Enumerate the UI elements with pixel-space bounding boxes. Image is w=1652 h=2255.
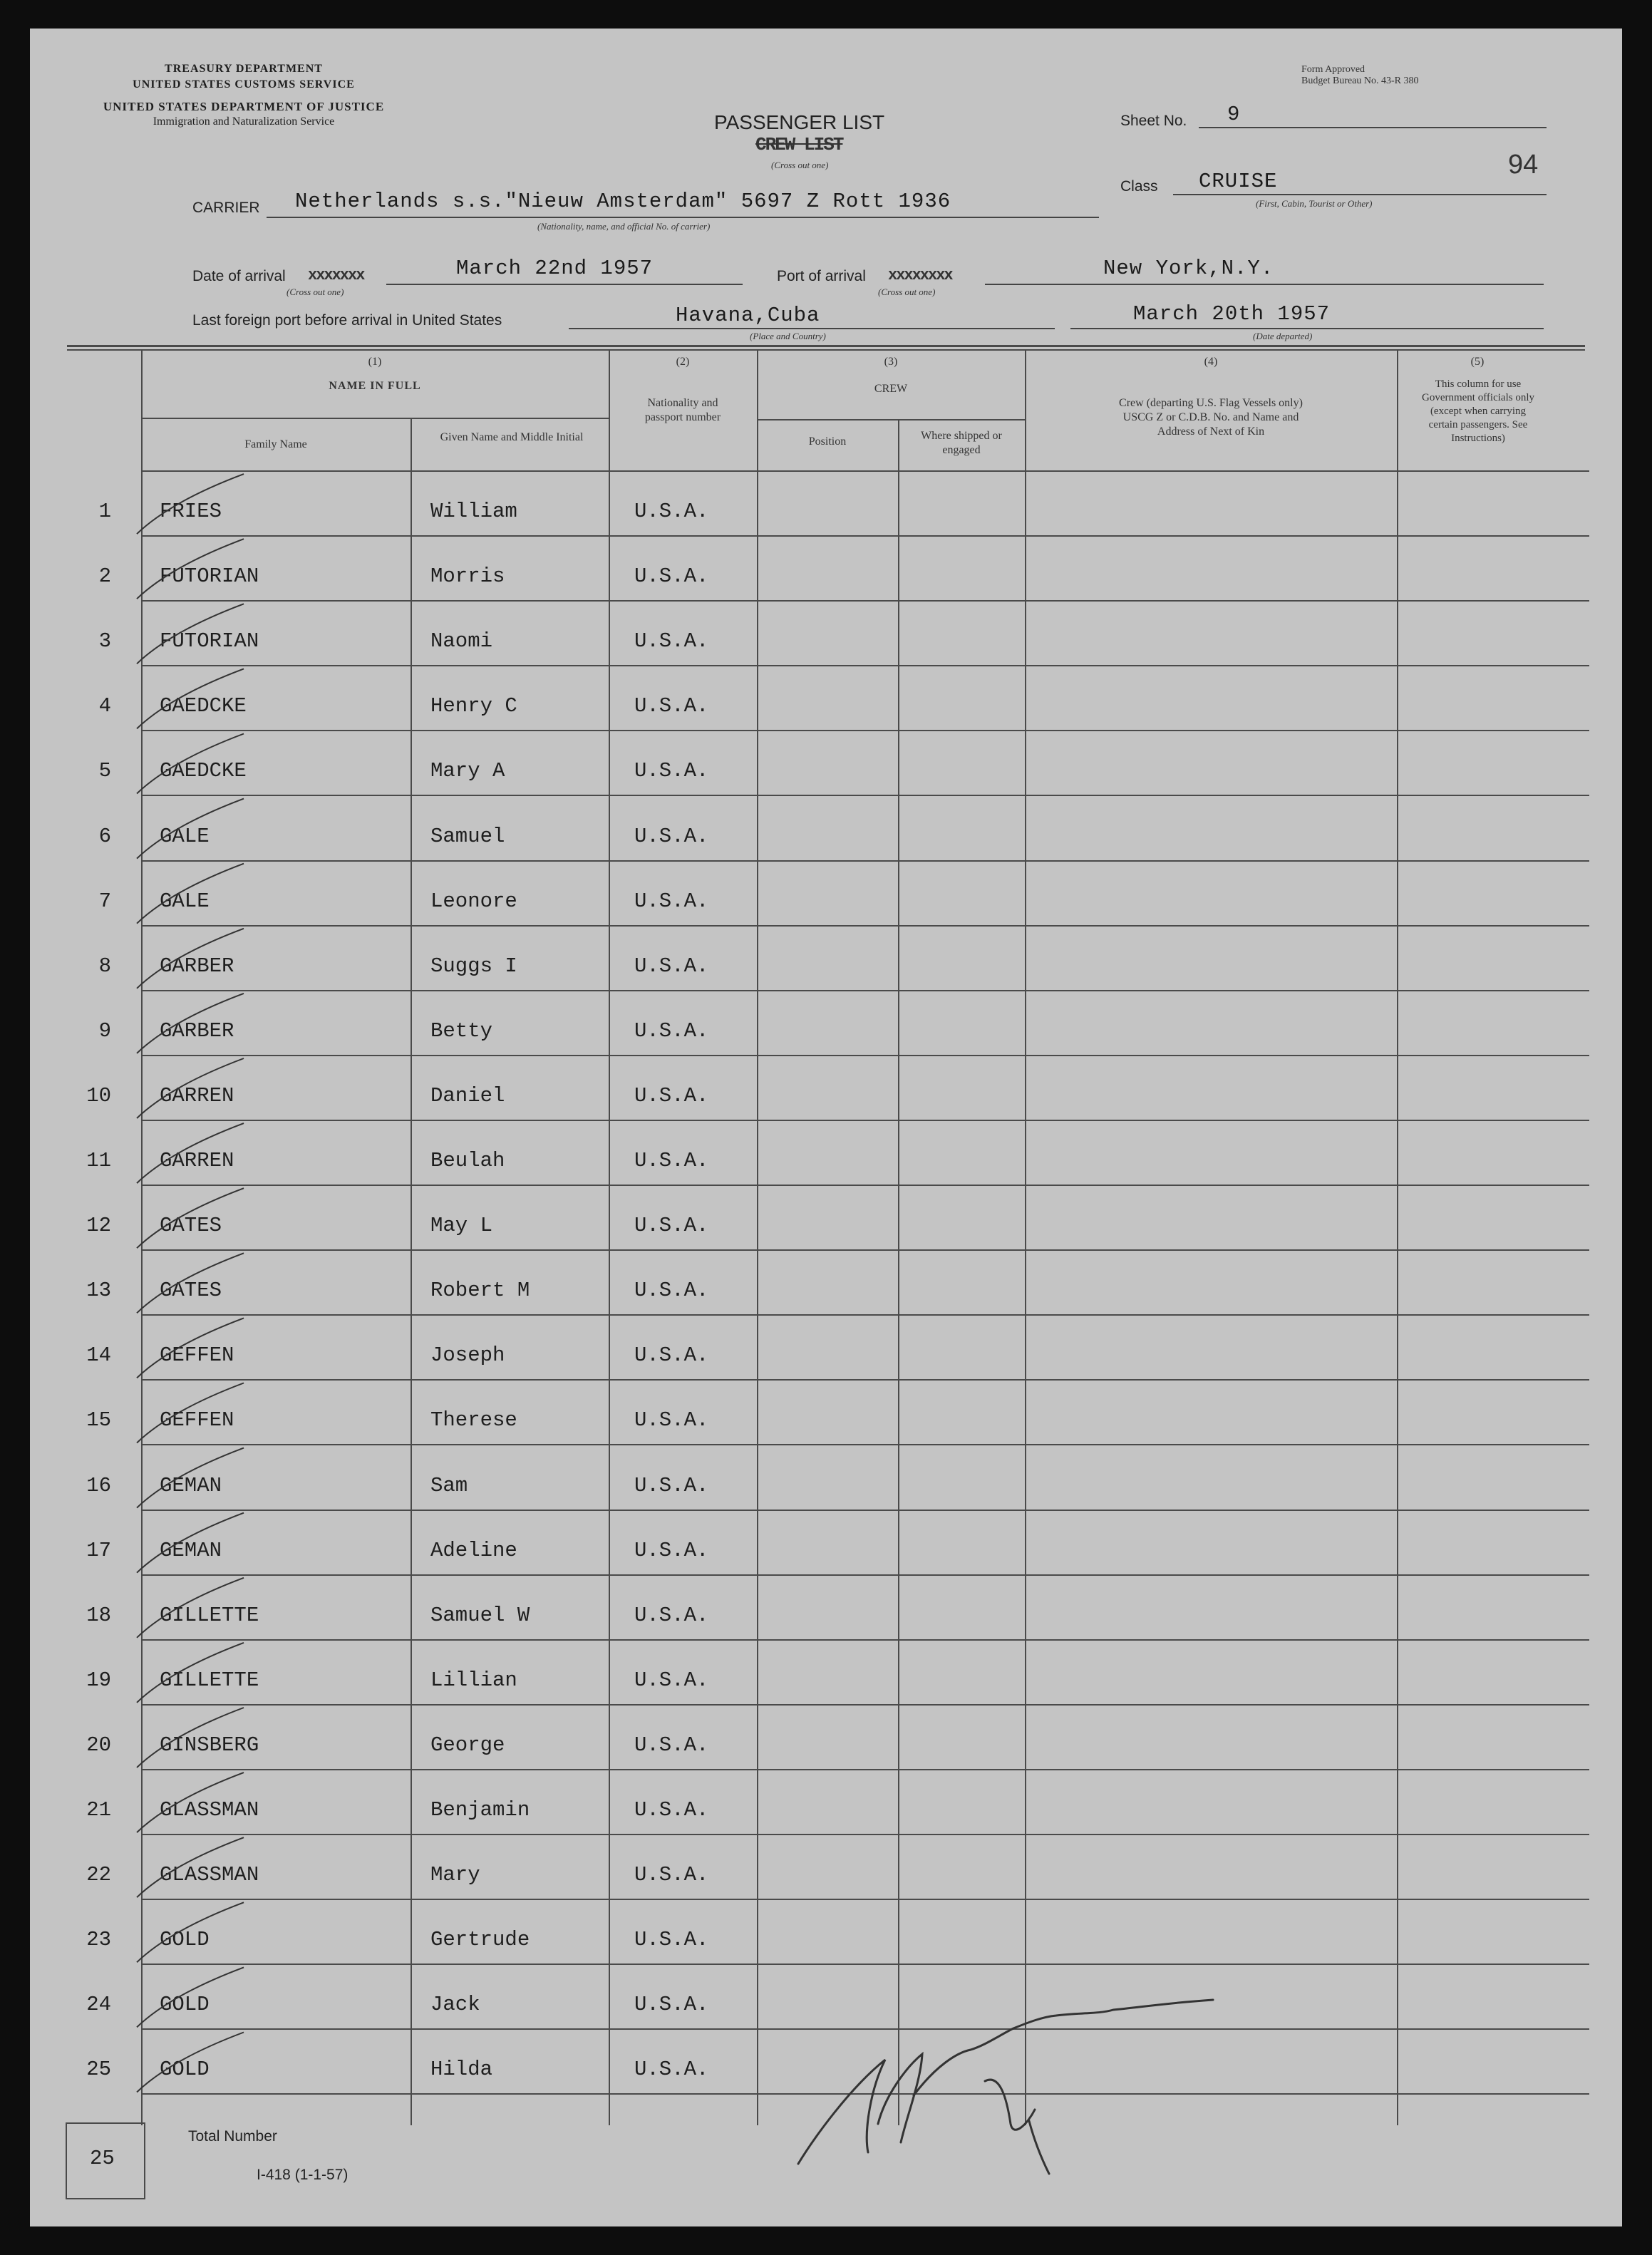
given-name: Daniel — [430, 1083, 505, 1108]
nationality: U.S.A. — [634, 824, 709, 848]
nationality: U.S.A. — [634, 500, 709, 524]
port-crossed: xxxxxxxx — [888, 267, 952, 284]
nationality: U.S.A. — [634, 889, 709, 913]
sheet-label: Sheet No. — [1120, 113, 1187, 129]
family-name: GAEDCKE — [160, 694, 247, 718]
given-name: Henry C — [430, 694, 517, 718]
col3-title: CREW — [874, 383, 908, 395]
check-mark — [137, 929, 244, 989]
family-name: GATES — [160, 1214, 222, 1238]
row-number: 10 — [86, 1083, 111, 1108]
row-number: 21 — [86, 1798, 111, 1822]
row-number: 23 — [86, 1928, 111, 1952]
given-name: Naomi — [430, 629, 493, 654]
row-number: 12 — [86, 1214, 111, 1238]
nationality: U.S.A. — [634, 1083, 709, 1108]
given-name: Mary A — [430, 759, 505, 783]
family-name: GALE — [160, 889, 210, 913]
page-number: 94 — [1508, 150, 1539, 180]
check-mark — [137, 1708, 244, 1768]
col5-number: (5) — [1470, 356, 1485, 368]
nationality: U.S.A. — [634, 1863, 709, 1887]
arrival-date-note: (Cross out one) — [286, 287, 344, 297]
nationality: U.S.A. — [634, 1668, 709, 1692]
col-given-header: Given Name and Middle Initial — [440, 431, 584, 443]
nationality: U.S.A. — [634, 1603, 709, 1627]
family-name: FUTORIAN — [160, 629, 259, 654]
carrier-value: Netherlands s.s."Nieuw Amsterdam" 5697 Z Rott 1936 — [295, 190, 951, 213]
nationality: U.S.A. — [634, 1279, 709, 1303]
check-mark — [137, 994, 244, 1053]
given-name: Samuel W — [430, 1603, 530, 1627]
check-mark — [137, 1318, 244, 1378]
departed-value: March 20th 1957 — [1133, 302, 1331, 326]
nationality: U.S.A. — [634, 1473, 709, 1497]
nationality: U.S.A. — [634, 1538, 709, 1562]
row-number: 8 — [98, 954, 111, 978]
nationality: U.S.A. — [634, 759, 709, 783]
page-title: PASSENGER LIST — [714, 111, 885, 133]
family-name: GATES — [160, 1279, 222, 1303]
family-name: GEMAN — [160, 1473, 222, 1497]
given-name: Suggs I — [430, 954, 517, 978]
signature — [798, 2000, 1213, 2174]
row-number: 14 — [86, 1343, 111, 1368]
col4-number: (4) — [1204, 356, 1218, 368]
nationality: U.S.A. — [634, 1733, 709, 1757]
given-name: Robert M — [430, 1279, 530, 1303]
form-number: I-418 (1-1-57) — [257, 2167, 349, 2183]
row-number: 7 — [98, 889, 111, 913]
given-name: Morris — [430, 564, 505, 589]
nationality: U.S.A. — [634, 954, 709, 978]
row-number: 18 — [86, 1603, 111, 1627]
family-name: GOLD — [160, 1928, 210, 1952]
agency-line-3: UNITED STATES DEPARTMENT OF JUSTICE — [103, 100, 385, 113]
carrier-label: CARRIER — [192, 200, 260, 216]
family-name: GEFFEN — [160, 1343, 234, 1368]
check-mark — [137, 1643, 244, 1703]
port-label: Port of arrival — [777, 268, 866, 284]
given-name: George — [430, 1733, 505, 1757]
check-mark — [137, 1058, 244, 1118]
nationality: U.S.A. — [634, 629, 709, 654]
check-mark — [137, 1123, 244, 1183]
row-number: 6 — [98, 824, 111, 848]
family-name: GARREN — [160, 1149, 234, 1173]
family-name: FUTORIAN — [160, 564, 259, 589]
family-name: GOLD — [160, 2058, 210, 2082]
nationality: U.S.A. — [634, 1408, 709, 1433]
check-mark — [137, 1902, 244, 1962]
agency-line-4: Immigration and Naturalization Service — [153, 115, 335, 128]
given-name: Therese — [430, 1408, 517, 1433]
row-number: 2 — [98, 564, 111, 589]
given-name: Betty — [430, 1018, 493, 1043]
handwritten-marks — [30, 29, 1622, 2226]
arrival-date-crossed: xxxxxxx — [308, 267, 364, 284]
title-crossed: CREW LIST — [755, 134, 843, 155]
departed-note: (Date departed) — [1253, 331, 1313, 341]
col5-title: This column for use Government officials only (except when carrying certain passengers. See Instructions) — [1421, 378, 1535, 444]
total-value: 25 — [90, 2147, 115, 2170]
last-port-value: Havana,Cuba — [676, 304, 820, 327]
row-number: 17 — [86, 1538, 111, 1562]
check-mark — [137, 799, 244, 859]
row-number: 22 — [86, 1863, 111, 1887]
family-name: GARBER — [160, 1018, 234, 1043]
nationality: U.S.A. — [634, 1928, 709, 1952]
check-mark — [137, 1448, 244, 1508]
given-name: Samuel — [430, 824, 505, 848]
form-approved: Form Approved — [1301, 64, 1366, 75]
given-name: Gertrude — [430, 1928, 530, 1952]
row-number: 11 — [86, 1149, 111, 1173]
row-number: 9 — [98, 1018, 111, 1043]
nationality: U.S.A. — [634, 1993, 709, 2017]
row-number: 19 — [86, 1668, 111, 1692]
last-port-label: Last foreign port before arrival in United States — [192, 312, 502, 329]
arrival-date: March 22nd 1957 — [456, 257, 654, 280]
agency-line-2: UNITED STATES CUSTOMS SERVICE — [133, 78, 355, 91]
given-name: May L — [430, 1214, 493, 1238]
check-mark — [137, 1837, 244, 1897]
sheet-number: 9 — [1227, 103, 1241, 126]
row-number: 15 — [86, 1408, 111, 1433]
arrival-date-label: Date of arrival — [192, 268, 286, 284]
budget-bureau: Budget Bureau No. 43-R 380 — [1301, 76, 1419, 86]
check-mark — [137, 734, 244, 794]
given-name: Sam — [430, 1473, 468, 1497]
nationality: U.S.A. — [634, 694, 709, 718]
given-name: Lillian — [430, 1668, 517, 1692]
row-number: 25 — [86, 2058, 111, 2082]
family-name: GLASSMAN — [160, 1798, 259, 1822]
title-cross-note: (Cross out one) — [771, 160, 829, 170]
family-name: GAEDCKE — [160, 759, 247, 783]
row-number: 5 — [98, 759, 111, 783]
given-name: Mary — [430, 1863, 480, 1887]
last-port-note: (Place and Country) — [750, 331, 826, 341]
family-name: GLASSMAN — [160, 1863, 259, 1887]
check-mark — [137, 604, 244, 664]
given-name: Adeline — [430, 1538, 517, 1562]
col3-number: (3) — [884, 356, 898, 368]
row-number: 13 — [86, 1279, 111, 1303]
check-mark — [137, 1513, 244, 1573]
given-name: Hilda — [430, 2058, 493, 2082]
family-name: FRIES — [160, 500, 222, 524]
col-where-header: Where shipped or engaged — [921, 430, 1002, 456]
nationality: U.S.A. — [634, 1018, 709, 1043]
port-value: New York,N.Y. — [1103, 257, 1274, 280]
nationality: U.S.A. — [634, 564, 709, 589]
col2-title: Nationality and passport number — [644, 397, 721, 423]
check-mark — [137, 1188, 244, 1248]
col1-number: (1) — [368, 356, 382, 368]
nationality: U.S.A. — [634, 1798, 709, 1822]
row-number: 20 — [86, 1733, 111, 1757]
passenger-list-form — [30, 29, 1622, 2226]
given-name: Beulah — [430, 1149, 505, 1173]
check-mark — [137, 1772, 244, 1832]
check-mark — [137, 864, 244, 924]
class-label: Class — [1120, 178, 1158, 195]
nationality: U.S.A. — [634, 1149, 709, 1173]
col-position-header: Position — [808, 435, 847, 448]
check-mark — [137, 1967, 244, 2027]
given-name: Benjamin — [430, 1798, 530, 1822]
col4-title: Crew (departing U.S. Flag Vessels only) USCG Z or C.D.B. No. and Name and Address of Next of Kin — [1119, 397, 1303, 438]
family-name: GILLETTE — [160, 1668, 259, 1692]
row-number: 1 — [98, 500, 111, 524]
family-name: GEFFEN — [160, 1408, 234, 1433]
row-number: 24 — [86, 1993, 111, 2017]
check-mark — [137, 2033, 244, 2093]
class-value: CRUISE — [1199, 170, 1278, 193]
port-note: (Cross out one) — [878, 287, 936, 297]
nationality: U.S.A. — [634, 1343, 709, 1368]
given-name: Leonore — [430, 889, 517, 913]
row-number: 3 — [98, 629, 111, 654]
agency-line-1: TREASURY DEPARTMENT — [165, 63, 323, 75]
family-name: GEMAN — [160, 1538, 222, 1562]
total-label: Total Number — [188, 2128, 277, 2145]
check-mark — [137, 1578, 244, 1638]
given-name: William — [430, 500, 517, 524]
check-mark — [137, 539, 244, 599]
family-name: GILLETTE — [160, 1603, 259, 1627]
family-name: GARBER — [160, 954, 234, 978]
given-name: Jack — [430, 1993, 480, 2017]
family-name: GOLD — [160, 1993, 210, 2017]
col-family-header: Family Name — [244, 438, 307, 450]
family-name: GALE — [160, 824, 210, 848]
check-mark — [137, 474, 244, 534]
given-name: Joseph — [430, 1343, 505, 1368]
row-number: 16 — [86, 1473, 111, 1497]
nationality: U.S.A. — [634, 1214, 709, 1238]
row-number: 4 — [98, 694, 111, 718]
check-mark — [137, 1253, 244, 1313]
nationality: U.S.A. — [634, 2058, 709, 2082]
family-name: GARREN — [160, 1083, 234, 1108]
col1-title: NAME IN FULL — [329, 380, 421, 392]
check-mark — [137, 669, 244, 728]
class-note: (First, Cabin, Tourist or Other) — [1256, 198, 1373, 209]
family-name: GINSBERG — [160, 1733, 259, 1757]
col2-number: (2) — [676, 356, 690, 368]
carrier-note: (Nationality, name, and official No. of carrier) — [537, 221, 711, 232]
check-mark — [137, 1383, 244, 1443]
